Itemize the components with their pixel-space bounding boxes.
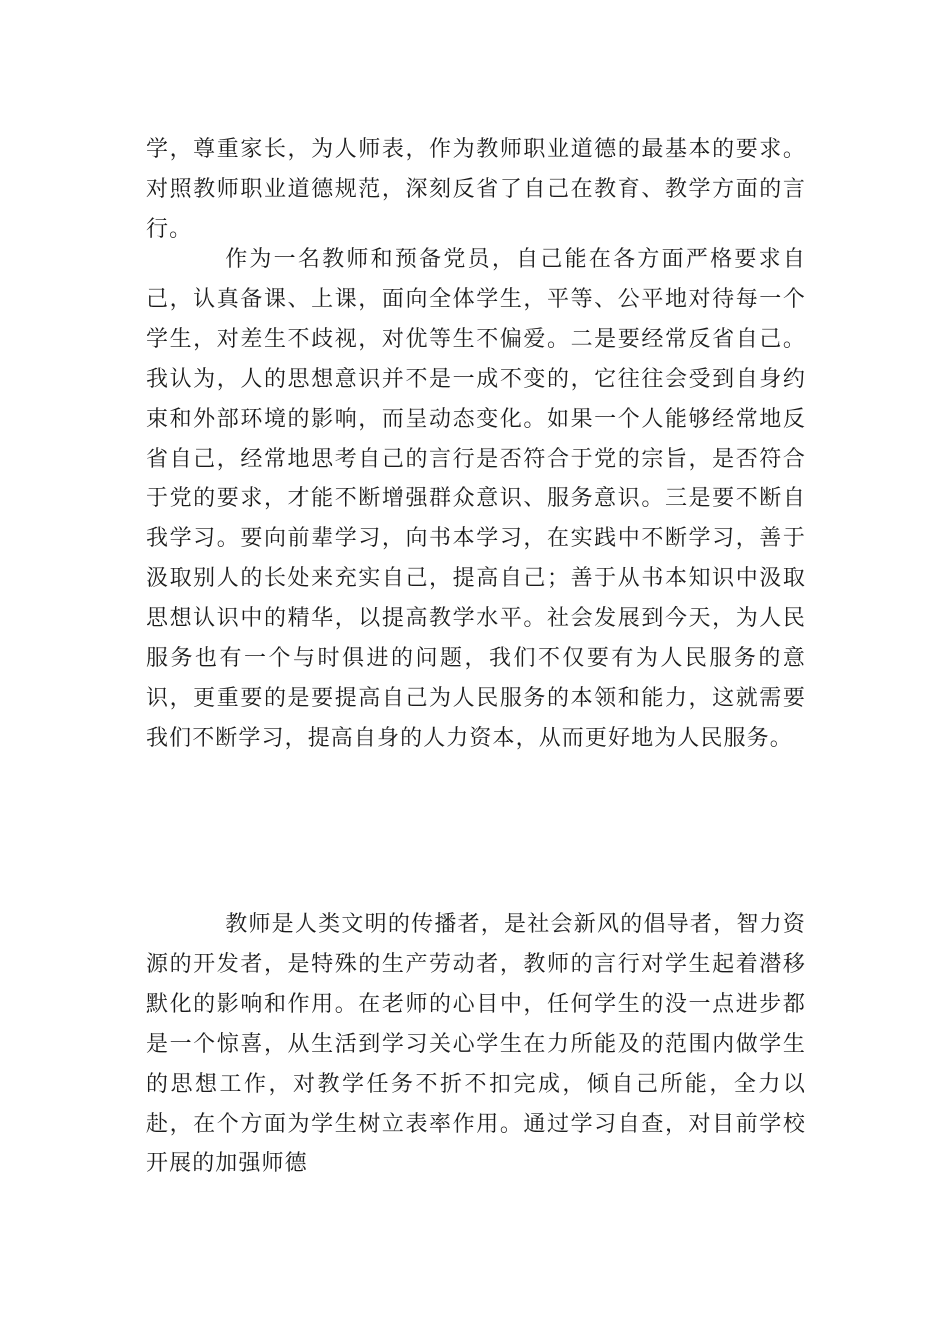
- paragraph-1: 学，尊重家长，为人师表，作为教师职业道德的最基本的要求。对照教师职业道德规范，深刻反省了自己在教育、教学方面的言行。: [146, 137, 806, 242]
- paragraph-2: 作为一名教师和预备党员，自己能在各方面严格要求自己，认真备课、上课，面向全体学生，平等、公平地对待每一个学生，对差生不歧视，对优等生不偏爱。二是要经常反省自己。我认为，人的思想意识并不是一成不变的，它往往会受到自身约束和外部环境的影响，而呈动态变化。如果一个人能够经常地反省自己，经常地思考自己的言行是否符合于党的宗旨，是否符合于党的要求，才能不断增强群众意识、服务意识。三是要不断自我学习。要向前辈学习，向书本学习，在实践中不断学习，善于汲取别人的长处来充实自己，提高自己；善于从书本知识中汲取思想认识中的精华，以提高教学水平。社会发展到今天，为人民服务也有一个与时俱进的问题，我们不仅要有为人民服务的意识，更重要的是要提高自己为人民服务的本领和能力，这就需要我们不断学习，提高自身的人力资本，从而更好地为人民服务。: [146, 247, 806, 751]
- paragraph-3: 教师是人类文明的传播者，是社会新风的倡导者，智力资源的开发者，是特殊的生产劳动者，教师的言行对学生起着潜移默化的影响和作用。在老师的心目中，任何学生的没一点进步都是一个惊喜，从生活到学习关心学生在力所能及的范围内做学生的思想工作，对教学任务不折不扣完成，倾自己所能，全力以赴，在个方面为学生树立表率作用。通过学习自查，对目前学校开展的加强师德: [146, 912, 806, 1177]
- paragraph-1-block: [146, 130, 806, 250]
- paragraph-2-block: [146, 240, 806, 759]
- paragraph-3-block: [146, 905, 806, 1184]
